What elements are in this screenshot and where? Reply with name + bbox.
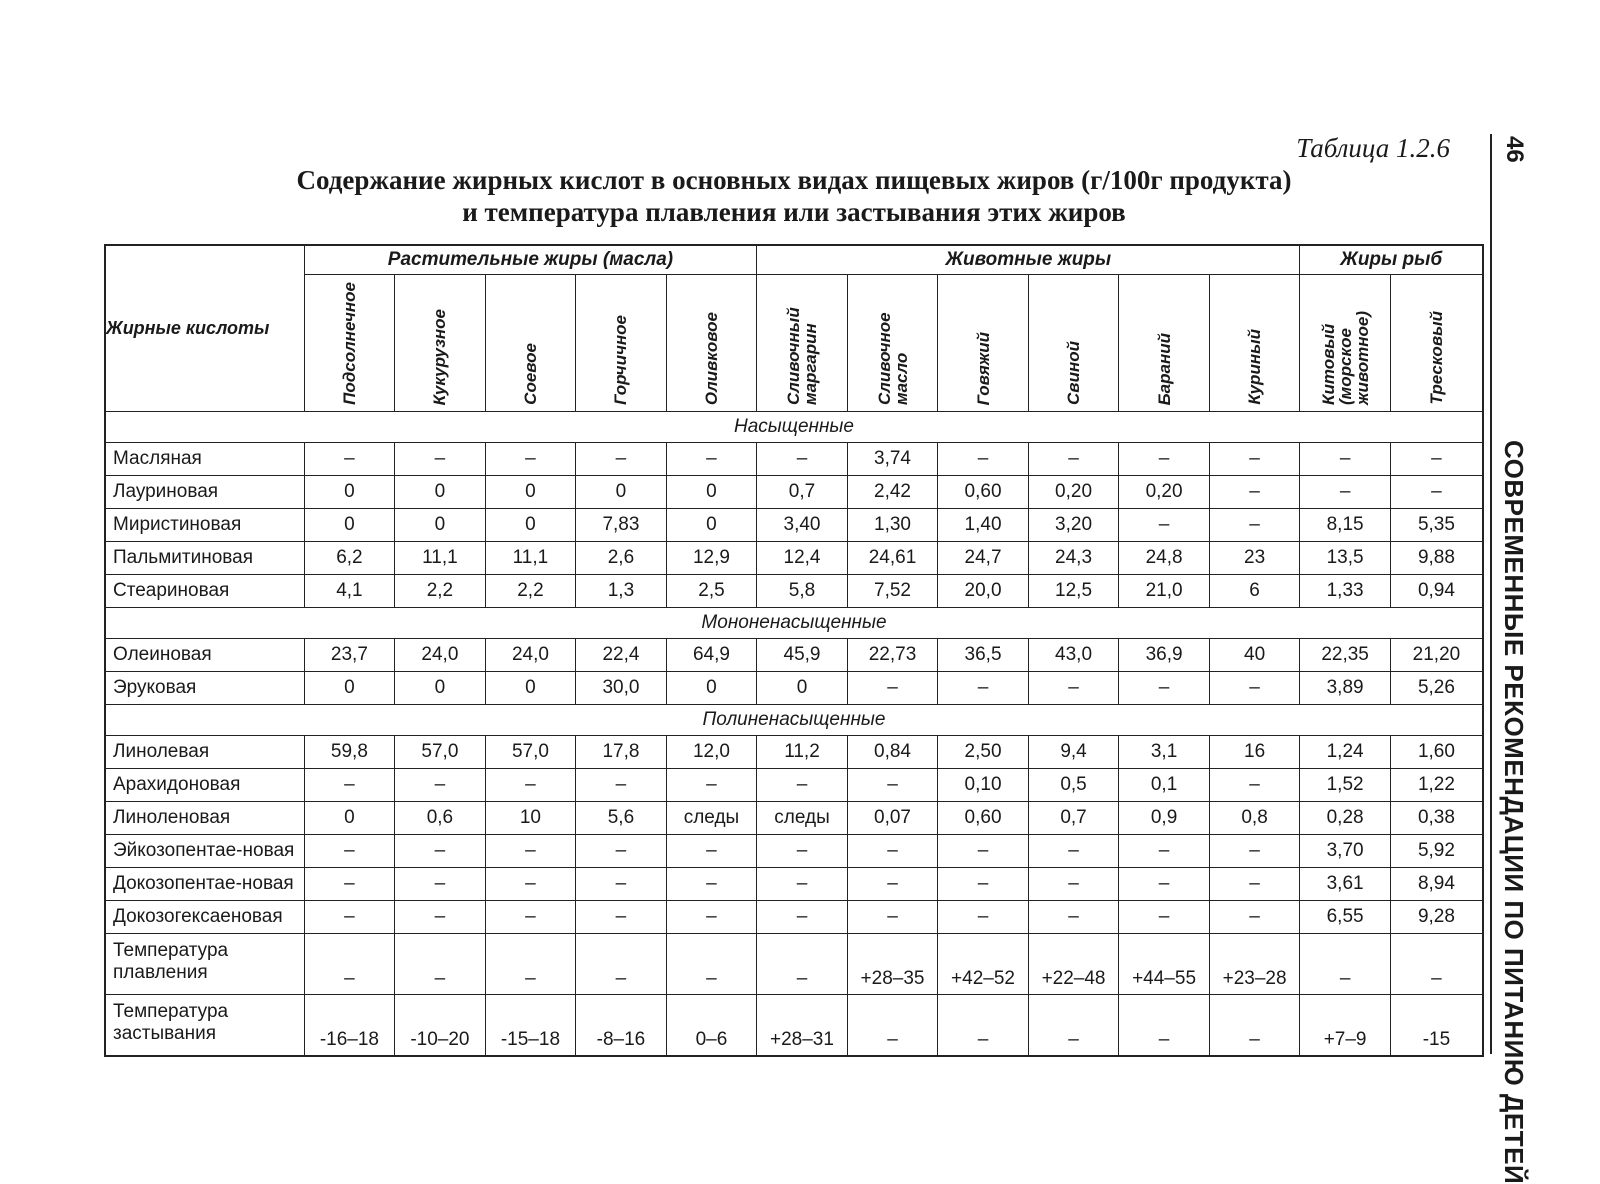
table-cell: 3,40 <box>757 509 848 542</box>
table-cell: – <box>1300 934 1391 995</box>
table-cell: – <box>1119 995 1210 1057</box>
table-title-line-1: Содержание жирных кислот в основных видах пищевых жиров (г/100г продукта) <box>296 165 1292 195</box>
column-header-label: Тресковый <box>1426 311 1446 405</box>
column-header-label: Оливковое <box>701 311 721 405</box>
table-cell: – <box>485 835 576 868</box>
table-cell: 21,20 <box>1390 639 1483 672</box>
table-cell: 5,92 <box>1390 835 1483 868</box>
table-cell: 45,9 <box>757 639 848 672</box>
table-cell: 0,84 <box>847 736 938 769</box>
table-cell: – <box>757 868 848 901</box>
table-cell: 16 <box>1209 736 1300 769</box>
section-row <box>105 608 1483 639</box>
table-cell: 6 <box>1209 575 1300 608</box>
table-row <box>105 736 1483 769</box>
table-cell: 24,0 <box>485 639 576 672</box>
table-caption: Таблица 1.2.6 <box>1296 133 1450 163</box>
table-cell: – <box>1209 769 1300 802</box>
table-cell: 5,8 <box>757 575 848 608</box>
table-cell: 3,20 <box>1028 509 1119 542</box>
table-cell: +23–28 <box>1209 934 1300 995</box>
table-cell: – <box>395 835 486 868</box>
table-cell: 5,26 <box>1390 672 1483 705</box>
table-cell: – <box>485 868 576 901</box>
table-cell: 11,2 <box>757 736 848 769</box>
table-cell: 0 <box>304 509 395 542</box>
table-cell: – <box>1209 901 1300 934</box>
table-cell: 1,30 <box>847 509 938 542</box>
table-title-line-2: и температура плавления или застывания этих жиров <box>462 197 1126 227</box>
table-cell: 0 <box>757 672 848 705</box>
table-cell: – <box>847 868 938 901</box>
table-cell: 0 <box>666 509 757 542</box>
column-header-label: Китовый (морское животное) <box>1318 310 1372 405</box>
table-cell: – <box>1390 476 1483 509</box>
section-title: Мононенасыщенные <box>105 608 1483 639</box>
table-cell: -15 <box>1390 995 1483 1057</box>
column-header <box>304 275 395 412</box>
table-cell: – <box>395 769 486 802</box>
table-row <box>105 476 1483 509</box>
table-cell: 59,8 <box>304 736 395 769</box>
table-cell: 0 <box>666 476 757 509</box>
table-cell: 7,83 <box>576 509 667 542</box>
table-cell: – <box>847 995 938 1057</box>
table-cell: – <box>1209 835 1300 868</box>
table-cell: 22,35 <box>1300 639 1391 672</box>
row-label: Линолевая <box>105 736 304 769</box>
table-cell: – <box>847 901 938 934</box>
table-row <box>105 639 1483 672</box>
table-row <box>105 934 1483 995</box>
table-cell: +42–52 <box>938 934 1029 995</box>
table-row <box>105 509 1483 542</box>
table-cell: 2,50 <box>938 736 1029 769</box>
table-cell: 10 <box>485 802 576 835</box>
table-cell: 0,6 <box>395 802 486 835</box>
table-cell: – <box>1209 868 1300 901</box>
table-cell: – <box>1119 443 1210 476</box>
table-cell: 4,1 <box>304 575 395 608</box>
table-cell: 1,3 <box>576 575 667 608</box>
table-cell: – <box>576 934 667 995</box>
table-cell: – <box>1209 509 1300 542</box>
table-cell: 0,28 <box>1300 802 1391 835</box>
table-cell: +7–9 <box>1300 995 1391 1057</box>
table-cell: – <box>847 835 938 868</box>
table-cell: 3,70 <box>1300 835 1391 868</box>
column-header-label: Соевое <box>520 343 540 405</box>
table-cell: 5,6 <box>576 802 667 835</box>
row-label: Линоленовая <box>105 802 304 835</box>
row-label: Эйкозопентае-новая <box>105 835 304 868</box>
table-cell: 0,60 <box>938 476 1029 509</box>
table-cell: – <box>1390 934 1483 995</box>
table-cell: 0,7 <box>757 476 848 509</box>
table-cell: – <box>666 769 757 802</box>
table-row <box>105 995 1483 1057</box>
table-cell: – <box>1300 476 1391 509</box>
table-cell: 57,0 <box>485 736 576 769</box>
table-title <box>104 164 1484 228</box>
table-cell: 0,5 <box>1028 769 1119 802</box>
table-cell: – <box>485 769 576 802</box>
table-cell: – <box>1028 835 1119 868</box>
table-cell: – <box>938 672 1029 705</box>
table-cell: – <box>757 934 848 995</box>
table-cell: 1,52 <box>1300 769 1391 802</box>
group-header: Жиры рыб <box>1300 245 1483 275</box>
table-cell: 17,8 <box>576 736 667 769</box>
table-cell: 30,0 <box>576 672 667 705</box>
table-cell: 8,94 <box>1390 868 1483 901</box>
group-header: Растительные жиры (масла) <box>304 245 757 275</box>
table-cell: – <box>666 901 757 934</box>
column-header-label: Сливочное масло <box>874 312 911 405</box>
table-cell: – <box>757 769 848 802</box>
table-body <box>105 412 1483 1057</box>
column-header <box>1028 275 1119 412</box>
table-cell: – <box>938 443 1029 476</box>
row-label: Миристиновая <box>105 509 304 542</box>
corner-header: Жирные кислоты <box>105 245 304 412</box>
table-cell: – <box>304 443 395 476</box>
table-cell: – <box>395 443 486 476</box>
table-cell: 20,0 <box>938 575 1029 608</box>
column-header <box>1119 275 1210 412</box>
table-cell: 43,0 <box>1028 639 1119 672</box>
table-cell: 23 <box>1209 542 1300 575</box>
table-cell: – <box>485 901 576 934</box>
table-cell: 0 <box>576 476 667 509</box>
table-cell: – <box>395 868 486 901</box>
row-label: Докозопентае-новая <box>105 868 304 901</box>
row-label: Температура плавления <box>105 934 304 995</box>
table-cell: 0,60 <box>938 802 1029 835</box>
table-row <box>105 835 1483 868</box>
table-cell: 57,0 <box>395 736 486 769</box>
running-head: СОВРЕМЕННЫЕ РЕКОМЕНДАЦИИ ПО ПИТАНИЮ ДЕТЕЙ <box>1499 440 1529 1184</box>
table-cell: – <box>304 901 395 934</box>
table-cell: +28–35 <box>847 934 938 995</box>
table-cell: +44–55 <box>1119 934 1210 995</box>
table-cell: 12,0 <box>666 736 757 769</box>
table-cell: -16–18 <box>304 995 395 1057</box>
table-cell: – <box>938 835 1029 868</box>
table-cell: +22–48 <box>1028 934 1119 995</box>
page-number: 46 <box>1501 136 1528 163</box>
table-cell: 0–6 <box>666 995 757 1057</box>
table-cell: 0 <box>395 509 486 542</box>
table-cell: – <box>666 868 757 901</box>
table-cell: – <box>847 672 938 705</box>
table-cell: 9,28 <box>1390 901 1483 934</box>
table-cell: 0 <box>304 802 395 835</box>
column-header <box>1209 275 1300 412</box>
table-cell: 6,2 <box>304 542 395 575</box>
column-header-label: Куриный <box>1245 329 1265 405</box>
table-cell: 13,5 <box>1300 542 1391 575</box>
table-cell: 1,24 <box>1300 736 1391 769</box>
row-label: Олеиновая <box>105 639 304 672</box>
table-cell: 24,0 <box>395 639 486 672</box>
table-cell: – <box>1119 868 1210 901</box>
table-cell: 0,94 <box>1390 575 1483 608</box>
column-header <box>666 275 757 412</box>
table-cell: 1,40 <box>938 509 1029 542</box>
table-cell: – <box>1028 672 1119 705</box>
table-cell: – <box>576 443 667 476</box>
table-cell: – <box>938 868 1029 901</box>
table-row <box>105 769 1483 802</box>
table-cell: – <box>757 835 848 868</box>
table-cell: 0 <box>666 672 757 705</box>
table-cell: – <box>666 934 757 995</box>
table-cell: 2,2 <box>485 575 576 608</box>
group-header-row <box>105 245 1483 275</box>
table-cell: – <box>576 868 667 901</box>
table-cell: 0 <box>485 672 576 705</box>
table-cell: – <box>485 934 576 995</box>
column-header <box>485 275 576 412</box>
table-cell: 0,10 <box>938 769 1029 802</box>
table-cell: – <box>1390 443 1483 476</box>
table-row <box>105 802 1483 835</box>
table-cell: 11,1 <box>395 542 486 575</box>
table-cell: 9,4 <box>1028 736 1119 769</box>
table-cell: – <box>304 868 395 901</box>
column-header <box>1390 275 1483 412</box>
row-label: Стеариновая <box>105 575 304 608</box>
column-header-label: Подсолнечное <box>339 282 359 405</box>
table-cell: 23,7 <box>304 639 395 672</box>
table-cell: 6,55 <box>1300 901 1391 934</box>
table-cell: – <box>395 901 486 934</box>
section-row <box>105 412 1483 443</box>
table-cell: – <box>1028 995 1119 1057</box>
table-cell: 1,60 <box>1390 736 1483 769</box>
table-cell: 7,52 <box>847 575 938 608</box>
table-cell: – <box>1209 995 1300 1057</box>
column-header-label: Бараний <box>1154 332 1174 405</box>
row-label: Лауриновая <box>105 476 304 509</box>
row-label: Температура застывания <box>105 995 304 1057</box>
table-cell: следы <box>757 802 848 835</box>
section-title: Насыщенные <box>105 412 1483 443</box>
table-cell: – <box>666 443 757 476</box>
table-cell: -8–16 <box>576 995 667 1057</box>
table-cell: – <box>304 934 395 995</box>
table-cell: 0 <box>485 509 576 542</box>
column-header-label: Сливочный маргарин <box>783 307 820 405</box>
table-cell: 5,35 <box>1390 509 1483 542</box>
table-row <box>105 575 1483 608</box>
table-cell: – <box>576 769 667 802</box>
column-header <box>576 275 667 412</box>
table-cell: 8,15 <box>1300 509 1391 542</box>
table-cell: 64,9 <box>666 639 757 672</box>
table-cell: 12,5 <box>1028 575 1119 608</box>
table-cell: – <box>576 835 667 868</box>
table-cell: -10–20 <box>395 995 486 1057</box>
table-cell: +28–31 <box>757 995 848 1057</box>
table-cell: 12,9 <box>666 542 757 575</box>
table-cell: 1,22 <box>1390 769 1483 802</box>
row-label: Пальмитиновая <box>105 542 304 575</box>
table-cell: 36,5 <box>938 639 1029 672</box>
table-cell: – <box>304 769 395 802</box>
column-header-label: Свиной <box>1064 341 1084 405</box>
table-cell: 0 <box>485 476 576 509</box>
table-cell: – <box>1119 509 1210 542</box>
section-row <box>105 705 1483 736</box>
table-cell: 40 <box>1209 639 1300 672</box>
column-header <box>395 275 486 412</box>
table-cell: 24,7 <box>938 542 1029 575</box>
table-cell: – <box>938 995 1029 1057</box>
table-cell: – <box>1119 901 1210 934</box>
table-cell: – <box>1209 443 1300 476</box>
table-cell: – <box>1209 672 1300 705</box>
table-cell: 1,33 <box>1300 575 1391 608</box>
table-cell: 11,1 <box>485 542 576 575</box>
table-cell: 0,38 <box>1390 802 1483 835</box>
table-cell: 2,2 <box>395 575 486 608</box>
table-cell: 0,07 <box>847 802 938 835</box>
table-cell: 0 <box>304 476 395 509</box>
table-row <box>105 542 1483 575</box>
table-cell: 3,1 <box>1119 736 1210 769</box>
table-cell: 2,42 <box>847 476 938 509</box>
table-cell: – <box>1028 443 1119 476</box>
column-header <box>938 275 1029 412</box>
row-label: Эруковая <box>105 672 304 705</box>
table-cell: 0,9 <box>1119 802 1210 835</box>
table-cell: – <box>1119 835 1210 868</box>
table-row <box>105 868 1483 901</box>
table-cell: 3,61 <box>1300 868 1391 901</box>
column-header-label: Горчичное <box>611 315 631 405</box>
table-cell: 0,8 <box>1209 802 1300 835</box>
table-cell: 9,88 <box>1390 542 1483 575</box>
table-row <box>105 672 1483 705</box>
table-cell: – <box>485 443 576 476</box>
table-cell: – <box>576 901 667 934</box>
table-cell: – <box>666 835 757 868</box>
table-cell: 0 <box>304 672 395 705</box>
table-cell: 24,3 <box>1028 542 1119 575</box>
column-header <box>847 275 938 412</box>
table-cell: 0,1 <box>1119 769 1210 802</box>
table-row <box>105 443 1483 476</box>
table-cell: 22,73 <box>847 639 938 672</box>
row-label: Докозогексаеновая <box>105 901 304 934</box>
table-cell: – <box>1209 476 1300 509</box>
table-cell: 0,20 <box>1028 476 1119 509</box>
table-cell: – <box>1028 901 1119 934</box>
table-cell: 3,74 <box>847 443 938 476</box>
table-cell: 36,9 <box>1119 639 1210 672</box>
table-cell: – <box>757 901 848 934</box>
table-cell: 22,4 <box>576 639 667 672</box>
row-label: Масляная <box>105 443 304 476</box>
table-cell: 12,4 <box>757 542 848 575</box>
group-header: Животные жиры <box>757 245 1300 275</box>
table-row <box>105 901 1483 934</box>
table-cell: 3,89 <box>1300 672 1391 705</box>
table-cell: – <box>1300 443 1391 476</box>
table-cell: – <box>395 934 486 995</box>
row-label: Арахидоновая <box>105 769 304 802</box>
fatty-acids-table <box>104 244 1484 1057</box>
column-header <box>1300 275 1391 412</box>
table-cell: 0 <box>395 476 486 509</box>
column-header-label: Кукурузное <box>430 308 450 405</box>
table-cell: 2,5 <box>666 575 757 608</box>
column-header <box>757 275 848 412</box>
table-cell: -15–18 <box>485 995 576 1057</box>
table-cell: 24,61 <box>847 542 938 575</box>
table-cell: следы <box>666 802 757 835</box>
table-cell: – <box>1119 672 1210 705</box>
table-cell: – <box>304 835 395 868</box>
section-title: Полиненасыщенные <box>105 705 1483 736</box>
column-header-label: Говяжий <box>973 331 993 405</box>
table-cell: – <box>847 769 938 802</box>
table-cell: 0,20 <box>1119 476 1210 509</box>
table-cell: 0,7 <box>1028 802 1119 835</box>
column-header-row <box>105 275 1483 412</box>
table-cell: 24,8 <box>1119 542 1210 575</box>
table-cell: 21,0 <box>1119 575 1210 608</box>
table-cell: – <box>938 901 1029 934</box>
table-cell: 2,6 <box>576 542 667 575</box>
table-cell: – <box>1028 868 1119 901</box>
table-cell: 0 <box>395 672 486 705</box>
table-cell: – <box>757 443 848 476</box>
